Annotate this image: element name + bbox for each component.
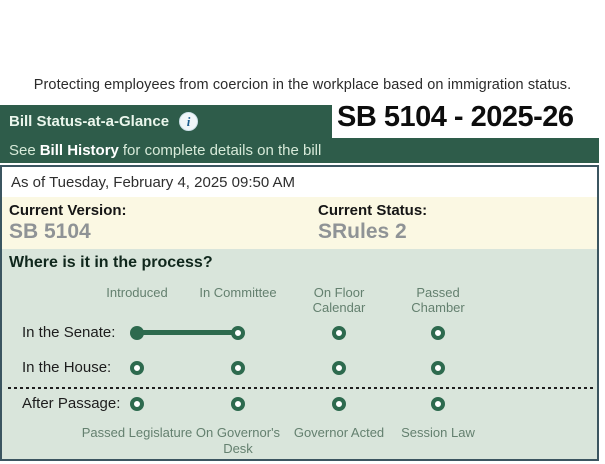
current-version-value[interactable]: SB 5104 (9, 220, 91, 243)
after-passage-divider (8, 387, 595, 389)
current-status-label: Current Status: (318, 202, 428, 219)
status-dot-after-governors-desk (231, 397, 245, 411)
status-panel (0, 165, 599, 461)
status-dot-senate-committee (231, 326, 245, 340)
row-label-senate: In the Senate: (22, 324, 116, 341)
stage-label-in-committee: In Committee (199, 285, 277, 300)
status-dot-after-governor-acted (332, 397, 346, 411)
status-dot-senate-introduced (130, 326, 144, 340)
status-dot-house-introduced (130, 361, 144, 375)
current-version-label: Current Version: (9, 202, 127, 219)
status-dot-senate-floor (332, 326, 346, 340)
info-icon[interactable]: i (179, 112, 198, 131)
note-prefix: See (9, 142, 36, 159)
status-dot-house-committee (231, 361, 245, 375)
bill-description: Protecting employees from coercion in the workplace based on immigration status. (33, 77, 572, 93)
row-label-house: In the House: (22, 359, 112, 376)
status-dot-after-passed-legislature (130, 397, 144, 411)
bill-history-note (0, 138, 599, 163)
bill-title: SB 5104 - 2025-26 (337, 100, 574, 133)
current-status-column (318, 197, 427, 244)
stage-label-governor-acted: Governor Acted (293, 425, 385, 440)
stage-label-passed-chamber: Passed Chamber (411, 285, 465, 315)
status-glance-label: Bill Status-at-a-Glance (9, 113, 170, 130)
stage-label-passed-legislature: Passed Legislature (81, 425, 193, 440)
status-dot-house-passed (431, 361, 445, 375)
bill-history-link[interactable]: Bill History (39, 142, 119, 159)
stage-label-on-governors-desk: On Governor's Desk (195, 425, 281, 456)
stage-label-session-law: Session Law (401, 425, 475, 440)
current-status-value[interactable]: SRules 2 (318, 220, 407, 243)
current-section (2, 197, 597, 249)
as-of-timestamp: As of Tuesday, February 4, 2025 09:50 AM (2, 167, 597, 197)
process-title: Where is it in the process? (9, 254, 213, 271)
status-dot-after-session-law (431, 397, 445, 411)
row-label-after-passage: After Passage: (22, 395, 121, 412)
status-dot-senate-passed (431, 326, 445, 340)
stage-label-on-floor-calendar: On Floor Calendar (312, 285, 366, 315)
process-section (2, 249, 597, 459)
status-dot-house-floor (332, 361, 346, 375)
senate-progress-connector (137, 330, 238, 335)
stage-label-introduced: Introduced (106, 285, 168, 300)
note-suffix: for complete details on the bill (122, 142, 322, 159)
current-version-column (9, 197, 127, 244)
bill-title-box (332, 96, 605, 138)
